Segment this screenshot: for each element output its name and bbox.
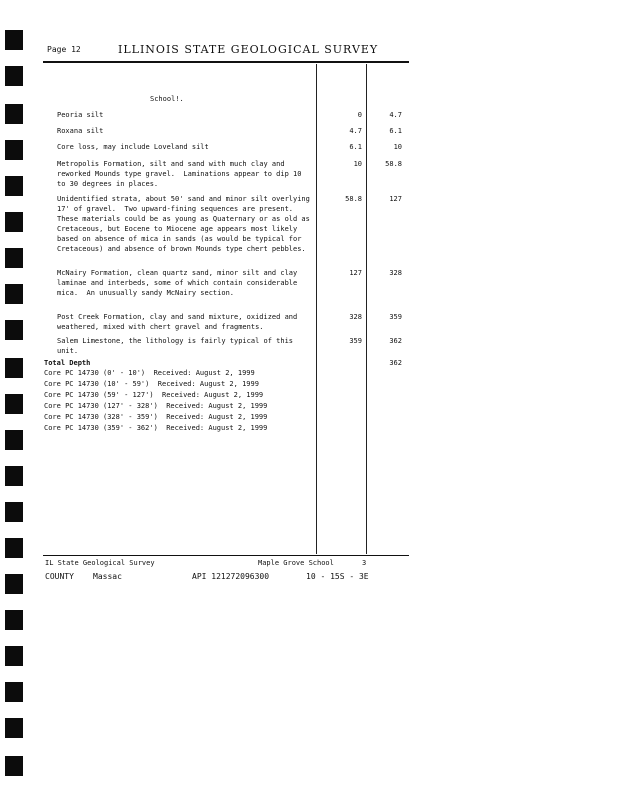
core-entry: Core PC 14730 (359' - 362') Received: August 2, 1999 — [44, 424, 268, 432]
punch-hole — [5, 104, 23, 124]
unit-top: 359 — [349, 337, 362, 345]
core-entry: Core PC 14730 (59' - 127') Received: August 2, 1999 — [44, 391, 264, 399]
page-number: Page 12 — [47, 45, 81, 54]
township-range: 10 - 15S - 3E — [306, 572, 369, 581]
unit-top: 6.1 — [349, 143, 362, 151]
punch-hole — [5, 756, 23, 776]
api-number: API 121272096300 — [192, 572, 270, 581]
punch-hole — [5, 248, 23, 268]
punch-hole — [5, 682, 23, 702]
footer-well-name: Maple Grove School — [258, 559, 334, 567]
page-title: ILLINOIS STATE GEOLOGICAL SURVEY — [118, 43, 379, 56]
core-entry: Core PC 14730 (10' - 59') Received: August 2, 1999 — [44, 380, 259, 388]
county-value: Massac — [93, 572, 122, 581]
punch-hole — [5, 502, 23, 522]
punch-hole — [5, 538, 23, 558]
punch-hole — [5, 212, 23, 232]
punch-hole — [5, 320, 23, 340]
unit-top: 4.7 — [349, 127, 362, 135]
county-label: COUNTY — [45, 572, 74, 581]
unit-top: 127 — [349, 269, 362, 277]
unit-description: Salem Limestone, the lithology is fairly typical of this unit. — [57, 337, 298, 355]
total-depth-label: Total Depth — [44, 359, 91, 367]
punch-hole — [5, 574, 23, 594]
unit-description: Peoria silt — [57, 111, 104, 119]
unit-top: 328 — [349, 313, 362, 321]
punch-hole — [5, 646, 23, 666]
unit-description: Unidentified strata, about 50' sand and minor silt overlying 17' of gravel. Two upward-fining sequences are present. These materials could be as young as Quaternary or as old as Cretaceous, but Eocene to Miocene age appears most likely based on absence of mica in sands (as would be typical for Cretaceous) and absence of brown Mounds type chert pebbles. — [57, 195, 315, 253]
punch-hole — [5, 30, 23, 50]
punch-hole — [5, 66, 23, 86]
unit-description: Post Creek Formation, clay and sand mixture, oxidized and weathered, mixed with chert gravel and fragments. — [57, 313, 302, 331]
total-depth-value: 362 — [389, 359, 402, 367]
unit-description: Metropolis Formation, silt and sand with much clay and reworked Mounds type gravel. Laminations appear to dip 10 to 30 degrees in places. — [57, 160, 306, 188]
unit-bottom: 10 — [393, 143, 402, 151]
punch-hole — [5, 284, 23, 304]
unit-description: Roxana silt — [57, 127, 104, 135]
unit-bottom: 362 — [389, 337, 402, 345]
unit-description: McNairy Formation, clean quartz sand, minor silt and clay laminae and interbeds, some of which contain considerable mica. An unusually sandy McNairy section. — [57, 269, 302, 297]
unit-top: 0 — [357, 111, 362, 119]
unit-bottom: 359 — [389, 313, 402, 321]
unit-bottom: 6.1 — [389, 127, 402, 135]
unit-bottom: 4.7 — [389, 111, 402, 119]
unit-top: 10 — [353, 160, 362, 168]
core-entry: Core PC 14730 (0' - 10') Received: August 2, 1999 — [44, 369, 255, 377]
section-heading: School!. — [150, 95, 184, 103]
punch-hole — [5, 718, 23, 738]
footer-well-number: 3 — [362, 559, 367, 567]
core-entry: Core PC 14730 (328' - 359') Received: August 2, 1999 — [44, 413, 268, 421]
unit-top: 58.8 — [345, 195, 362, 203]
column-rule-bottom — [366, 64, 367, 554]
header-rule — [43, 61, 409, 63]
unit-bottom: 58.8 — [385, 160, 402, 168]
footer-survey: IL State Geological Survey — [45, 559, 155, 567]
punch-hole — [5, 610, 23, 630]
punch-hole — [5, 466, 23, 486]
punch-hole — [5, 394, 23, 414]
unit-description: Core loss, may include Loveland silt — [57, 143, 209, 151]
column-rule-top — [316, 64, 317, 554]
punch-hole — [5, 430, 23, 450]
footer-rule — [43, 555, 409, 556]
punch-hole — [5, 358, 23, 378]
unit-bottom: 127 — [389, 195, 402, 203]
punch-hole — [5, 176, 23, 196]
core-entry: Core PC 14730 (127' - 328') Received: August 2, 1999 — [44, 402, 268, 410]
punch-hole — [5, 140, 23, 160]
unit-bottom: 328 — [389, 269, 402, 277]
